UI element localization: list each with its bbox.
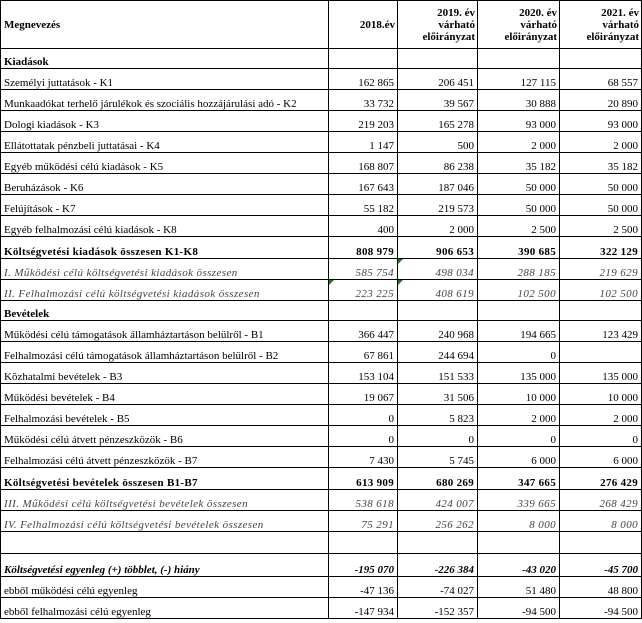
value-cell: 2 000 <box>478 405 560 426</box>
table-row <box>1 174 642 195</box>
value-cell: 10 000 <box>478 384 560 405</box>
value-cell <box>560 342 642 363</box>
value-cell: -47 136 <box>329 577 398 598</box>
value-cell: 153 104 <box>329 363 398 384</box>
table-row <box>1 426 642 447</box>
value-cell: -43 020 <box>478 554 560 577</box>
total-row <box>1 237 642 259</box>
section-header <box>1 49 642 69</box>
table-row <box>1 321 642 342</box>
value-cell: 8 000 <box>478 511 560 532</box>
header-col-2020: 2020. év várható előirányzat <box>478 1 560 49</box>
value-cell: 408 619 <box>398 280 478 301</box>
value-cell: 0 <box>329 426 398 447</box>
value-cell: 2 000 <box>560 132 642 153</box>
total-row <box>1 468 642 490</box>
value-cell: 268 429 <box>560 490 642 511</box>
table-row <box>1 405 642 426</box>
balance-detail-row <box>1 598 642 619</box>
value-cell: 162 865 <box>329 69 398 90</box>
value-cell: 135 000 <box>478 363 560 384</box>
value-cell: 7 430 <box>329 447 398 468</box>
empty-cell <box>478 301 560 321</box>
value-cell: 19 067 <box>329 384 398 405</box>
value-cell: -94 500 <box>560 598 642 619</box>
row-label: IV. Felhalmozási célú költségvetési bevételek összesen <box>1 511 329 532</box>
empty-cell <box>329 49 398 69</box>
empty-cell <box>398 532 478 554</box>
value-cell: 194 665 <box>478 321 560 342</box>
value-cell: 50 000 <box>560 174 642 195</box>
value-cell: 347 665 <box>478 468 560 490</box>
value-cell: 276 429 <box>560 468 642 490</box>
value-cell: 86 238 <box>398 153 478 174</box>
value-cell: 339 665 <box>478 490 560 511</box>
balance-detail-row <box>1 577 642 598</box>
value-cell: 2 500 <box>560 216 642 237</box>
value-cell: 8 000 <box>560 511 642 532</box>
value-cell: 538 618 <box>329 490 398 511</box>
value-cell: 123 429 <box>560 321 642 342</box>
value-cell: -74 027 <box>398 577 478 598</box>
value-cell: 151 533 <box>398 363 478 384</box>
value-cell: 187 046 <box>398 174 478 195</box>
value-cell: 67 861 <box>329 342 398 363</box>
value-cell: 51 480 <box>478 577 560 598</box>
subtotal-row <box>1 511 642 532</box>
value-cell: 0 <box>398 426 478 447</box>
row-label: Felújítások - K7 <box>1 195 329 216</box>
value-cell: 244 694 <box>398 342 478 363</box>
value-cell: 50 000 <box>560 195 642 216</box>
value-cell: -226 384 <box>398 554 478 577</box>
value-cell: 135 000 <box>560 363 642 384</box>
empty-cell <box>560 532 642 554</box>
subtotal-row <box>1 490 642 511</box>
value-cell: 20 890 <box>560 90 642 111</box>
row-label: Közhatalmi bevételek - B3 <box>1 363 329 384</box>
value-cell: 31 506 <box>398 384 478 405</box>
row-label: Beruházások - K6 <box>1 174 329 195</box>
value-cell: 680 269 <box>398 468 478 490</box>
row-label: Költségvetési egyenleg (+) többlet, (-) hiány <box>1 554 329 577</box>
table-row <box>1 153 642 174</box>
value-cell: 50 000 <box>478 174 560 195</box>
blank-row <box>1 532 642 554</box>
row-label: Működési célú átvett pénzeszközök - B6 <box>1 426 329 447</box>
header-col-2021: 2021. év várható előirányzat <box>560 1 642 49</box>
row-label: Felhalmozási bevételek - B5 <box>1 405 329 426</box>
value-cell: 500 <box>398 132 478 153</box>
value-cell: 48 800 <box>560 577 642 598</box>
value-cell: 288 185 <box>478 259 560 280</box>
value-cell: 585 754 <box>329 259 398 280</box>
value-cell: 165 278 <box>398 111 478 132</box>
row-label: Működési bevételek - B4 <box>1 384 329 405</box>
header-name: Megnevezés <box>1 1 329 49</box>
value-cell: 0 <box>329 405 398 426</box>
value-cell: 5 745 <box>398 447 478 468</box>
empty-cell <box>478 49 560 69</box>
value-cell: 0 <box>478 342 560 363</box>
table-row <box>1 216 642 237</box>
row-label: ebből felhalmozási célú egyenleg <box>1 598 329 619</box>
row-label: Dologi kiadások - K3 <box>1 111 329 132</box>
value-cell: 390 685 <box>478 237 560 259</box>
value-cell: 424 007 <box>398 490 478 511</box>
value-cell: 50 000 <box>478 195 560 216</box>
value-cell: 906 653 <box>398 237 478 259</box>
value-cell: 127 115 <box>478 69 560 90</box>
value-cell: -152 357 <box>398 598 478 619</box>
value-cell: 2 000 <box>478 132 560 153</box>
balance-row <box>1 554 642 577</box>
section-header <box>1 301 642 321</box>
section-title: Bevételek <box>1 301 329 321</box>
value-cell: 10 000 <box>560 384 642 405</box>
value-cell: 6 000 <box>478 447 560 468</box>
header-col-2018: 2018.év <box>329 1 398 49</box>
table-row <box>1 342 642 363</box>
value-cell: 2 000 <box>398 216 478 237</box>
row-label: Költségvetési kiadások összesen K1-K8 <box>1 237 329 259</box>
value-cell: 5 823 <box>398 405 478 426</box>
row-label: Személyi juttatások - K1 <box>1 69 329 90</box>
subtotal-row <box>1 280 642 301</box>
table-row <box>1 69 642 90</box>
value-cell: 0 <box>478 426 560 447</box>
table-row <box>1 447 642 468</box>
header-row <box>1 1 642 49</box>
empty-cell <box>398 301 478 321</box>
row-label: III. Működési célú költségvetési bevételek összesen <box>1 490 329 511</box>
value-cell: 33 732 <box>329 90 398 111</box>
empty-cell <box>1 532 329 554</box>
value-cell: 219 203 <box>329 111 398 132</box>
value-cell: 0 <box>560 426 642 447</box>
value-cell: 68 557 <box>560 69 642 90</box>
table-row <box>1 111 642 132</box>
value-cell: -94 500 <box>478 598 560 619</box>
row-label: ebből működési célú egyenleg <box>1 577 329 598</box>
empty-cell <box>329 301 398 321</box>
value-cell: 808 979 <box>329 237 398 259</box>
value-cell: 206 451 <box>398 69 478 90</box>
value-cell: 39 567 <box>398 90 478 111</box>
section-title: Kiadások <box>1 49 329 69</box>
row-label: Költségvetési bevételek összesen B1-B7 <box>1 468 329 490</box>
value-cell: 2 500 <box>478 216 560 237</box>
value-cell: 613 909 <box>329 468 398 490</box>
empty-cell <box>560 49 642 69</box>
value-cell: 30 888 <box>478 90 560 111</box>
table-row <box>1 132 642 153</box>
value-cell: 322 129 <box>560 237 642 259</box>
value-cell: 2 000 <box>560 405 642 426</box>
value-cell: 240 968 <box>398 321 478 342</box>
value-cell: 102 500 <box>478 280 560 301</box>
table-row <box>1 384 642 405</box>
value-cell: 35 182 <box>478 153 560 174</box>
row-label: Egyéb működési célú kiadások - K5 <box>1 153 329 174</box>
value-cell: -195 070 <box>329 554 398 577</box>
value-cell: 256 262 <box>398 511 478 532</box>
value-cell: 102 500 <box>560 280 642 301</box>
empty-cell <box>560 301 642 321</box>
value-cell: 167 643 <box>329 174 398 195</box>
table-row <box>1 195 642 216</box>
subtotal-row <box>1 259 642 280</box>
value-cell: 168 807 <box>329 153 398 174</box>
value-cell: 400 <box>329 216 398 237</box>
value-cell: -45 700 <box>560 554 642 577</box>
table-row <box>1 90 642 111</box>
value-cell: -147 934 <box>329 598 398 619</box>
row-label: Egyéb felhalmozási célú kiadások - K8 <box>1 216 329 237</box>
row-label: I. Működési célú költségvetési kiadások összesen <box>1 259 329 280</box>
value-cell: 498 034 <box>398 259 478 280</box>
empty-cell <box>398 49 478 69</box>
row-label: Működési célú támogatások államháztartáson belülről - B1 <box>1 321 329 342</box>
value-cell: 219 573 <box>398 195 478 216</box>
value-cell: 93 000 <box>560 111 642 132</box>
value-cell: 219 629 <box>560 259 642 280</box>
value-cell: 55 182 <box>329 195 398 216</box>
value-cell: 75 291 <box>329 511 398 532</box>
header-col-2019: 2019. év várható előirányzat <box>398 1 478 49</box>
value-cell: 6 000 <box>560 447 642 468</box>
value-cell: 223 225 <box>329 280 398 301</box>
row-label: II. Felhalmozási célú költségvetési kiadások összesen <box>1 280 329 301</box>
value-cell: 93 000 <box>478 111 560 132</box>
row-label: Munkaadókat terhelő járulékok és szociális hozzájárulási adó - K2 <box>1 90 329 111</box>
row-label: Felhalmozási célú támogatások államháztartáson belülről - B2 <box>1 342 329 363</box>
empty-cell <box>329 532 398 554</box>
table-row <box>1 363 642 384</box>
row-label: Ellátottatak pénzbeli juttatásai - K4 <box>1 132 329 153</box>
value-cell: 35 182 <box>560 153 642 174</box>
value-cell: 1 147 <box>329 132 398 153</box>
value-cell: 366 447 <box>329 321 398 342</box>
empty-cell <box>478 532 560 554</box>
row-label: Felhalmozási célú átvett pénzeszközök - B7 <box>1 447 329 468</box>
